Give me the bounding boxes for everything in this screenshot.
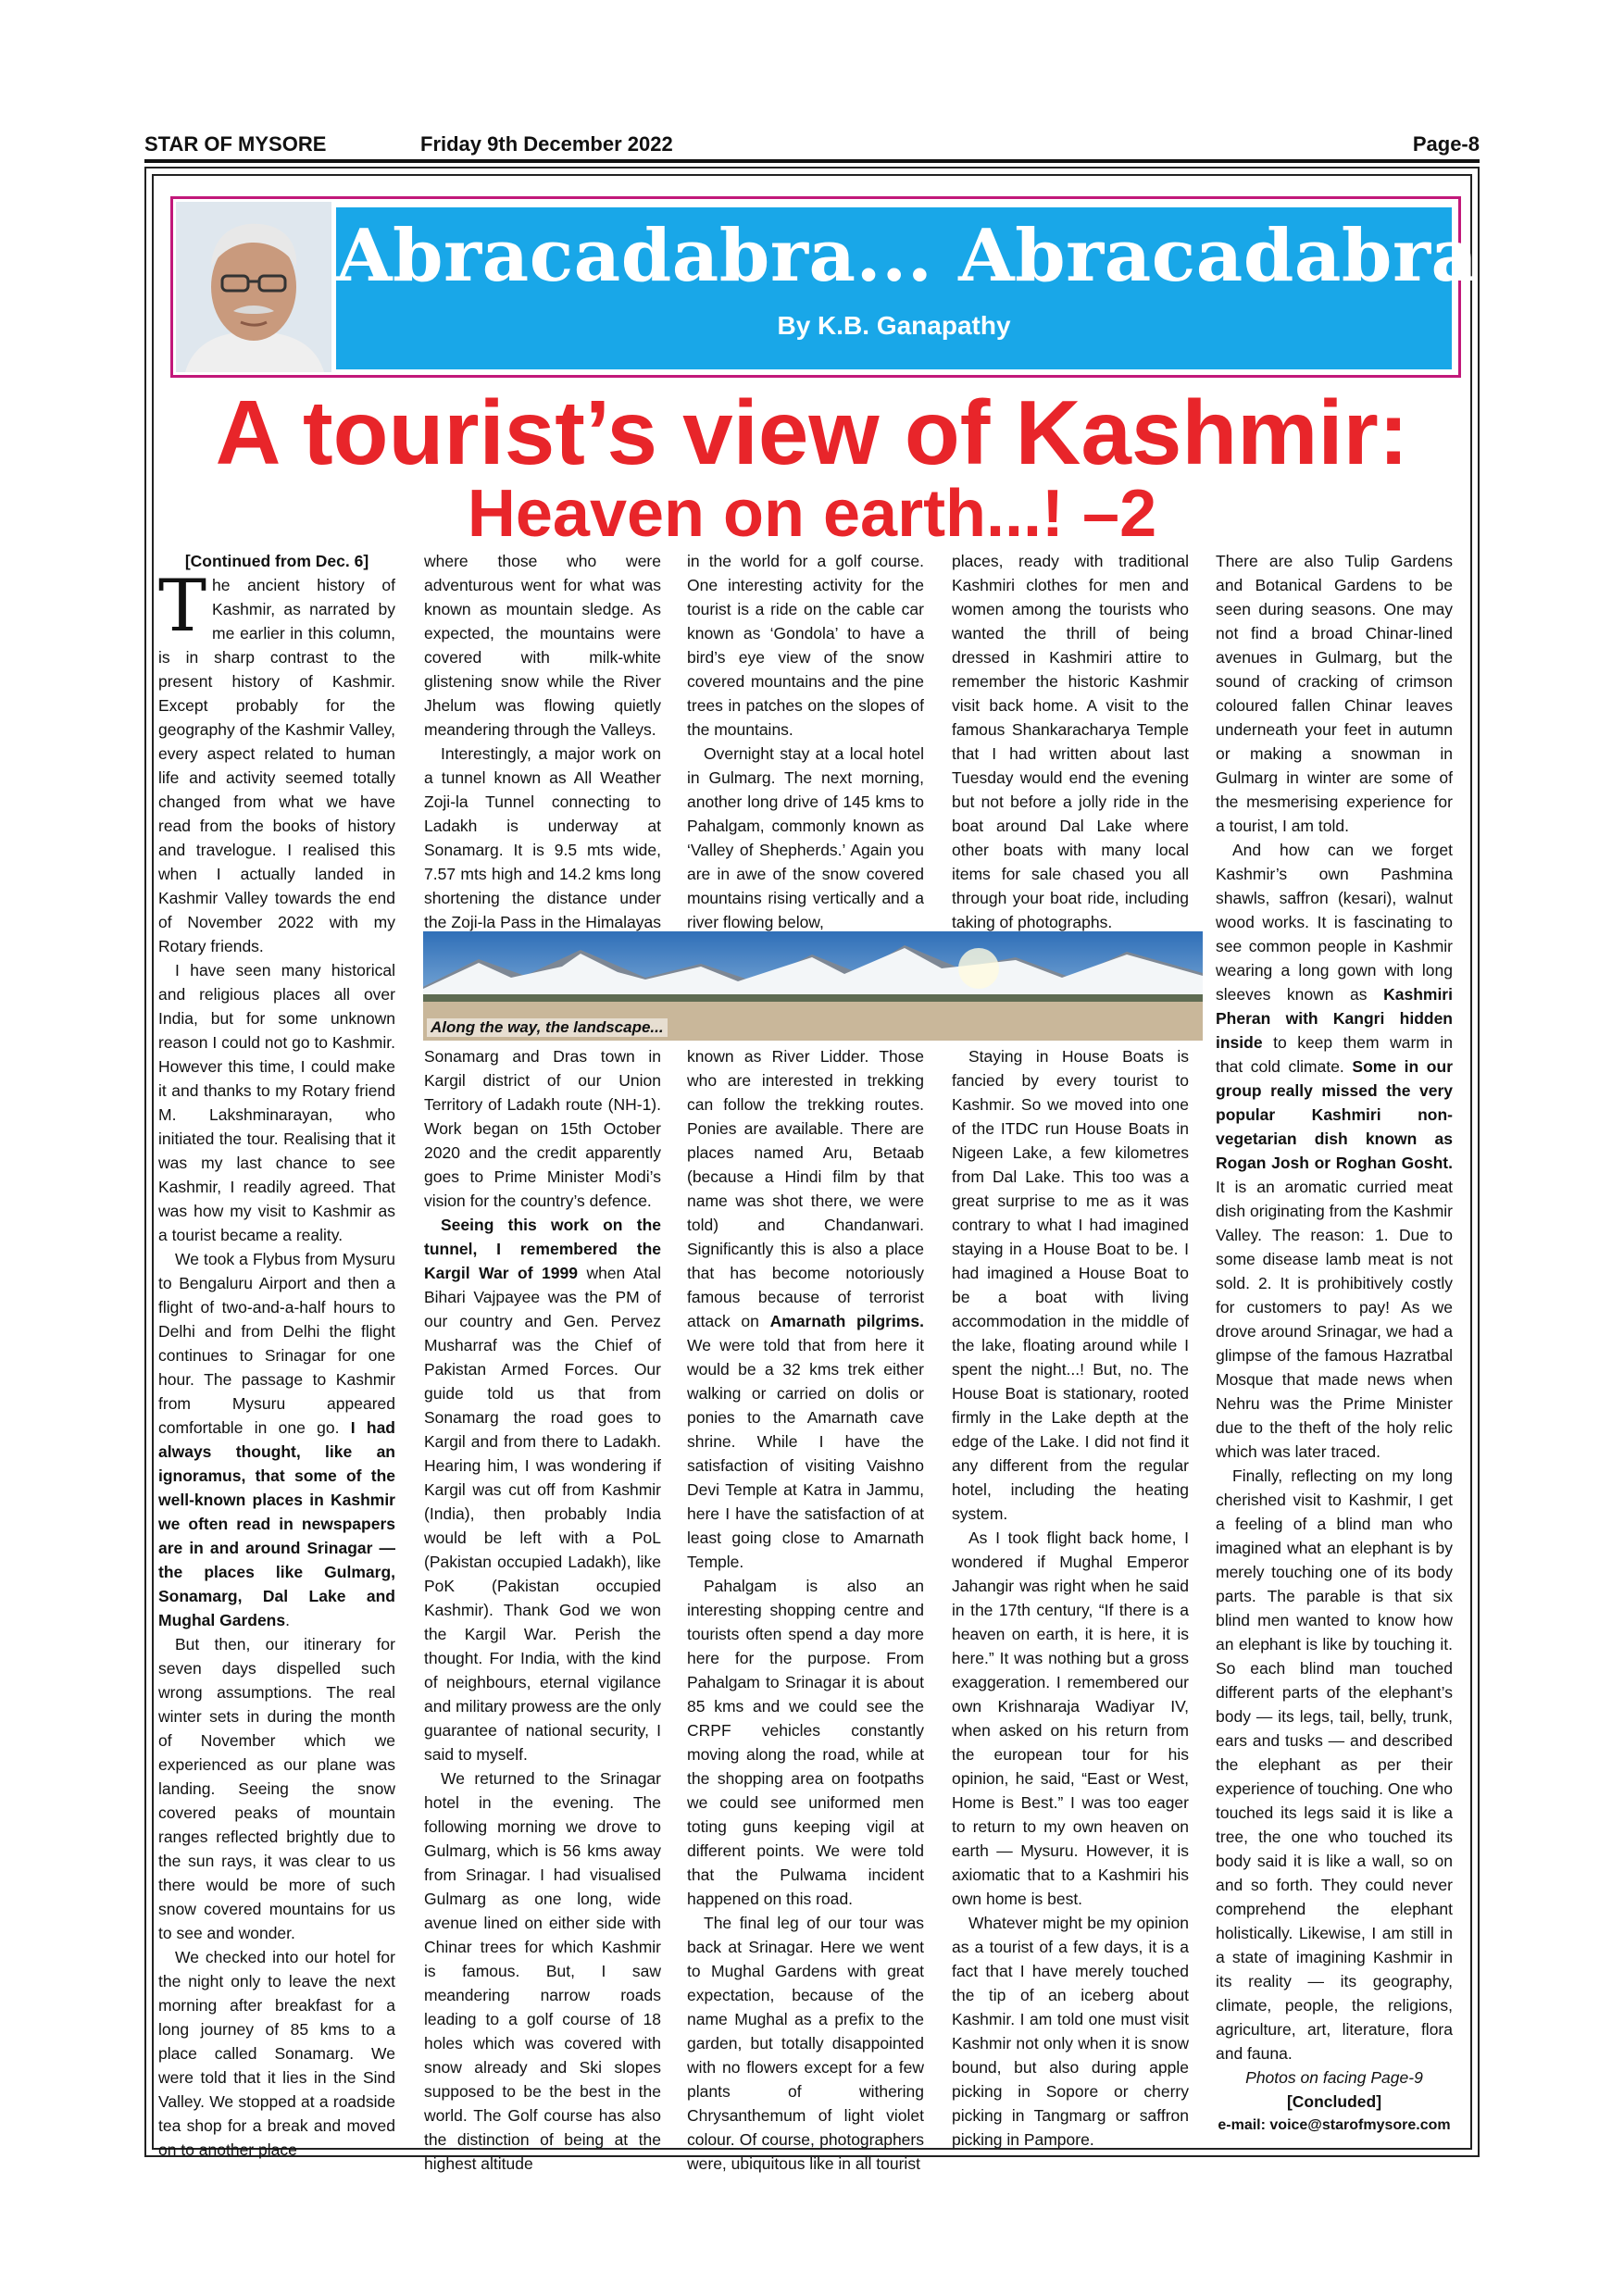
issue-date: Friday 9th December 2022: [420, 132, 673, 156]
paragraph: Staying in House Boats is fancied by every tourist to Kashmir. So we moved into one of the ITDC run House Boats in Nigeen Lake, a few kilometres from Dal Lake. This too was a great surprise to me as it was contrary to what I had imagined staying in a House Boat to be. I had imagined a House Boat to be a boat with living accommodation in the middle of the lake, floating around while I spent the night...! But, no. The House Boat is stationary, rooted firmly in the Lake depth at the edge of the Lake. I did not find it any different from the regular hotel, including the heating system.: [952, 1047, 1189, 1523]
paragraph: The final leg of our tour was back at Srinagar. Here we went to Mughal Gardens with great expectation, because of the name Mughal as a prefix to the garden, but totally disappointed with no flowers except for a few plants of withering Chrysanthemum of light violet colour. Of course, photographers were, ubiquitous like in all tourist: [687, 1914, 924, 2173]
photos-note: Photos on facing Page-9: [1245, 2068, 1423, 2087]
paragraph: [1216, 838, 1453, 1464]
paragraph-text: And how can we forget Kashmir’s own Pashmina shawls, saffron (kesari), walnut wood works. It is fascinating to see common people in Kashmir wearing a long gown with long sleeves known as: [1216, 841, 1453, 1004]
paragraph: Pahalgam is also an interesting shopping centre and tourists often spend a day more here for the purpose. From Pahalgam to Srinagar it is about 85 kms and we could see the CRPF vehicles constantly moving along the road, while at the shopping area on footpaths we could see uniformed men toting guns keeping vigil at different points. We were told that the Pulwama incident happened on this road.: [687, 1577, 924, 1908]
headline: A tourist’s view of Kashmir:: [215, 381, 1409, 483]
author-photo: [176, 202, 331, 372]
paragraph: Finally, reflecting on my long cherished visit to Kashmir, I get a feeling of a blind man who imagined what an elephant is by merely touching one of its body parts. The parable is that six blind men wanted to know how an elephant is like by touching it. So each blind man touched different parts of the elephant’s body — its legs, tail, belly, trunk, ears and tusks — and described the elephant as per their experience of touching. One who touched its legs said it is like a tree, the one who touched its body said it is like a wall, so on and so forth. They could never comprehend the elephant holistically. Likewise, I am still in a state of imagining Kashmir in its reality — its geography, climate, people, the religions, agriculture, art, literature, flora and fauna.: [1216, 1466, 1453, 2063]
paragraph: in the world for a golf course. One interesting activity for the tourist is a ride on the cable car known as ‘Gondola’ to have a bird’s eye view of the snow covered mountains and the pine trees in patches on the slopes of the mountains.: [687, 552, 924, 739]
contact-email[interactable]: e-mail: voice@starofmysore.com: [1218, 2117, 1451, 2133]
article-column-3-bottom: [687, 1044, 924, 2173]
bold-text: I had always thought, like an ignoramus, that some of the well-known places in Kashmir we often read in newspapers are in and around Srinagar — the places like Gulmarg, Sonamarg, Dal Lake and Mughal Gardens: [158, 1418, 395, 1629]
paragraph: places, ready with traditional Kashmiri clothes for men and women among the tourists who wanted the thrill of being dressed in Kashmiri attire to remember the historic Kashmir visit back home. A visit to the famous Shankaracharya Temple that I had written about last Tuesday would end the evening but not before a jolly ride in the boat around Dal Lake where other boats with many local items for sale chased you all through your boat ride, including taking of photographs.: [952, 552, 1189, 931]
subheadline: Heaven on earth...! –2: [467, 477, 1157, 551]
article-column-1: [158, 549, 395, 2159]
header-rule: [144, 159, 1480, 163]
paragraph: We took a Flybus from Mysuru to Bengaluru Airport and then a flight of two-and-a-half hours to Delhi and from Delhi the flight continues to Srinagar for one hour. The passage to Kashmir from Mysuru appeared comfortable in one go. I had always thought, like an ignoramus, that some of the well-known places in Kashmir we often read in newspapers are in and around Srinagar — the places like Gulmarg, Sonamarg, Dal Lake and Mughal Gardens.: [158, 1250, 395, 1629]
paragraph-text: We took a Flybus from Mysuru to Bengaluru Airport and then a flight of two-and-a-half hours to Delhi and from Delhi the flight continues to Srinagar for one hour. The passage to Kashmir from Mysuru appeared comfortable in one go.: [158, 1250, 395, 1437]
column-title: Abracadabra... Abracadabra...: [336, 214, 1555, 298]
paragraph-text: It is an aromatic curried meat dish originating from the Kashmir Valley. The reason: 1. Due to some disease lamb meat is not sold. 2. It is prohibitively costly for customers to pay! As we drove around Srinagar, we had a glimpse of the famous Hazratbal Mosque that made news when Nehru was the Prime Minister due to the theft of the holy relic which was later traced.: [1216, 1178, 1453, 1461]
continued-note: [Continued from Dec. 6]: [184, 552, 369, 570]
paragraph-text: We were told that from here it would be a 32 kms trek either walking or carried on dolis or ponies to the Amarnath cave shrine. While I have the satisfaction of visiting Vaishno Devi Temple at Katra in Jammu, here I have the satisfaction of at least going close to Amarnath Temple.: [687, 1336, 924, 1571]
paragraph-text: known as River Lidder. Those who are interested in trekking can follow the trekking routes. Ponies are available. There are places named Aru, Betaab (because a Hindi film by that name was shot there, we were told) and Chandanwari. Significantly this is also a place that has become notoriously famous because of terrorist attack on: [687, 1047, 924, 1330]
drop-cap: T: [158, 565, 207, 648]
article-column-4-top: [952, 549, 1189, 938]
paragraph: There are also Tulip Gardens and Botanical Gardens to be seen during seasons. One may not find a broad Chinar-lined avenues in Gulmarg, but the sound of cracking of crimson coloured fallen Chinar leaves underneath your feet in autumn or making a snowman in Gulmarg in winter are some of the mesmerising experience for a tourist, I am told.: [1216, 552, 1453, 835]
byline: By K.B. Ganapathy: [777, 311, 1011, 340]
landscape-photo: [423, 931, 1203, 1041]
paragraph: Sonamarg and Dras town in Kargil district of our Union Territory of Ladakh route (NH-1). Work began on 15th October 2020 and the credit apparently goes to Prime Minister Modi’s vision for the country’s defence.: [424, 1047, 661, 1210]
paragraph: Interestingly, a major work on a tunnel known as All Weather Zoji-la Tunnel connecting to Ladakh is underway at Sonamarg. It is 9.5 mts wide, 7.57 mts high and 14.2 kms long shortening the distance under the Zoji-la Pass in the Himalayas: [424, 744, 661, 931]
paragraph: But then, our itinerary for seven days dispelled such wrong assumptions. The real winter sets in during the month of November which we experienced as our plane was landing. Seeing the snow covered peaks of mountain ranges reflected brightly due to the sun rays, it was clear to us there would be more of such snow covered mountains for us to see and wonder.: [158, 1635, 395, 1942]
bold-text: Some in our group really missed the very popular Kashmiri non-vegetarian dish known as Rogan Josh or Roghan Gosht.: [1216, 1057, 1454, 1172]
paragraph: Overnight stay at a local hotel in Gulmarg. The next morning, another long drive of 145 kms to Pahalgam, commonly known as ‘Valley of Shepherds.’ Again you are in awe of the snow covered mountains rising vertically and a river flowing below,: [687, 744, 924, 931]
paragraph-text: to keep them warm in that cold climate.: [1216, 1033, 1453, 1076]
publication-name: STAR OF MYSORE: [144, 132, 327, 156]
paragraph: As I took flight back home, I wondered if Mughal Emperor Jahangir was right when he said in the 17th century, “If there is a heaven on earth, it is here, it is here.” It was nothing but a gross exaggeration. I remembered our own Krishnaraja Wadiyar IV, when asked on his return from the european tour for his opinion, he said, “East or West, Home is Best.” I was too eager to return to my own heaven on earth — Mysuru. However, it is axiomatic that to a Kashmiri his own home is best.: [952, 1529, 1189, 1908]
paragraph: where those who were adventurous went for what was known as mountain sledge. As expected, the mountains were covered with milk-white glistening snow while the River Jhelum was flowing quietly meandering through the Valleys.: [424, 552, 661, 739]
paragraph: [158, 565, 395, 958]
paragraph: [424, 1213, 661, 1766]
page-number: Page-8: [1412, 132, 1480, 156]
bold-text: Seeing this work on the tunnel, I remembered the Kargil War of 1999: [424, 1216, 661, 1282]
article-column-4-bottom: [952, 1044, 1189, 2149]
paragraph-text: he ancient history of Kashmir, as narrated by me earlier in this column, is in sharp contrast to the present history of Kashmir. Except probably for the geography of the Kashmir Valley, every aspect related to human life and activity seemed totally changed from what we have read from the books of history and travelogue. I realised this when I actually landed in Kashmir Valley towards the end of November 2022 with my Rotary friends.: [158, 576, 395, 955]
bold-text: Amarnath pilgrims.: [769, 1312, 924, 1330]
concluded-note: [Concluded]: [1286, 2092, 1382, 2111]
article-column-2-bottom: [424, 1044, 661, 2173]
paragraph: I have seen many historical and religious places all over India, but for some unknown reason I could not go to Kashmir. However this time, I could make it and thanks to my Rotary friend M. Lakshminarayan, who initiated the tour. Realising that it was my last chance to see Kashmir, I readily agreed. That was how my visit to Kashmir as a tourist became a reality.: [158, 961, 395, 1244]
article-column-3-top: [687, 549, 924, 938]
paragraph: We returned to the Srinagar hotel in the evening. The following morning we drove to Gulmarg, which is 56 kms away from Srinagar. I had visualised Gulmarg as one long, wide avenue lined on either side with Chinar trees for which Kashmir is famous. But, I saw meandering narrow roads leading to a golf course of 18 holes which was covered with snow already and Ski slopes supposed to be the best in the world. The Golf course has also the distinction of being at the highest altitude: [424, 1769, 661, 2173]
paragraph: Whatever might be my opinion as a tourist of a few days, it is a fact that I have merely touched the tip of an iceberg about Kashmir. I am told one must visit Kashmir not only when it is snow bound, but also during apple picking in Sopore or cherry picking in Tangmarg or saffron picking in Pampore.: [952, 1914, 1189, 2149]
article-column-2-top: [424, 549, 661, 938]
image-caption: Along the way, the landscape...: [427, 1018, 668, 1037]
article-column-5: [1216, 549, 1453, 2141]
paragraph: We checked into our hotel for the night only to leave the next morning after breakfast for a long journey of 85 kms to a place called Sonamarg. We were told that it lies in the Sind Valley. We stopped at a roadside tea shop for a break and moved on to another place: [158, 1948, 395, 2159]
paragraph: [687, 1044, 924, 1574]
paragraph-text: when Atal Bihari Vajpayee was the PM of our country and Gen. Pervez Musharraf was the Chief of Pakistan Armed Forces. Our guide told us that from Sonamarg the road goes to Kargil and from there to Ladakh. Hearing him, I was wondering if Kargil was cut off from Kashmir (India), then probably India would be left with a PoL (Pakistan occupied Ladakh), like PoK (Pakistan occupied Kashmir). Thank God we won the Kargil War. Perish the thought. For India, with the kind of neighbours, eternal vigilance and military prowess are the only guarantee of national security, I said to myself.: [424, 1264, 661, 1764]
bold-text: Kashmiri Pheran with Kangri hidden inside: [1216, 985, 1453, 1052]
